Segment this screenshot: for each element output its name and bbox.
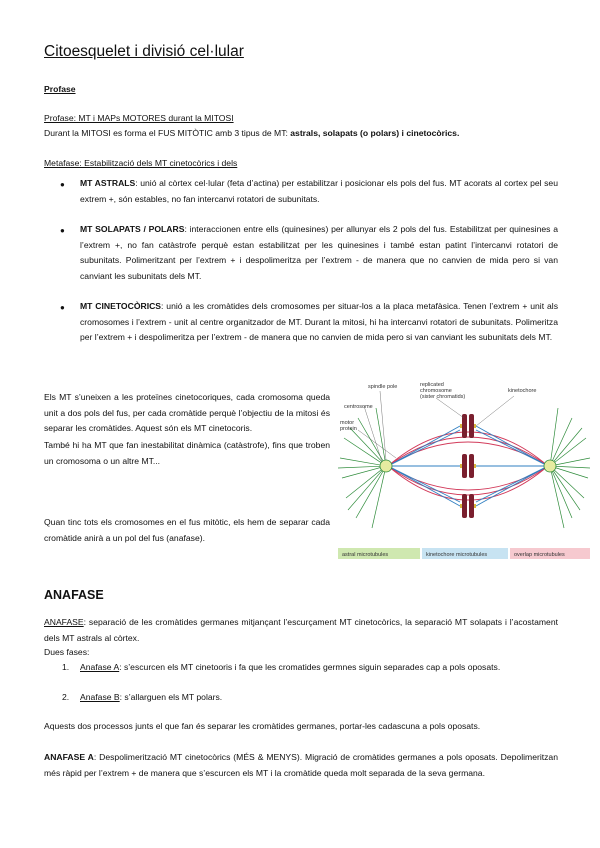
fase-anafase-a [80,660,558,676]
fase-text: : s’allarguen els MT polars. [119,692,223,702]
profase-line-text: Durant la MITOSI es forma el FUS MITÒTIC amb 3 tipus de MT: [44,128,288,138]
bullet-dot: ● [60,226,65,235]
profase-subheading: Profase: MT i MAPs MOTORES durant la MITOSI [44,113,234,123]
anafase-definition [44,615,558,646]
paragraph-inestabilitat: També hi ha MT que fan inestabilitat dinàmica (catàstrofe), fins que troben un cromosoma o un altre MT... [44,440,330,466]
paragraph-processos: Aquests dos processos junts el que fan és separar les cromàtides germanes, portar-les cadascuna a pols oposats. [44,721,481,731]
metafase-heading: Metafase: Estabilització dels MT cinetocòrics i dels [44,158,238,168]
page-title: Citoesquelet i divisió cel·lular [44,43,244,60]
spindle-pole-right [544,460,556,472]
label-motor: motor [340,420,355,426]
label-replicated: replicated [420,382,444,388]
label-kinetochore: kinetochore [508,388,537,394]
dues-fases-label: Dues fases: [44,647,90,657]
label-sister-chromatids: (sister chromatids) [420,394,466,400]
bullet-astrals [80,176,558,207]
bullet-text: : interaccionen entre ells (quinesines) per allunyar els 2 pols del fus. Estabilitzat per quinesines a l’extrem +, no fan catàstrofe perquè estan estabilitzat per les quinesines i també estan patint l’intercanvi rotatori de subunitats. Polimeritzant per l’extrem + i despolimeritza per l’extrem - de manera que no canvien de mida pero si van canviant les subunitats dels MT. [80,224,558,281]
bullet-term: MT SOLAPATS / POLARS [80,224,185,234]
mitotic-spindle-figure [336,378,592,564]
fase-text: : s’escurcen els MT cinetooris i fa que les cromatides germnes siguin separades cap a pols oposats. [119,662,501,672]
bullet-text: : unió a les cromàtides dels cromosomes per situar-los a la placa metafàsica. Tenen l’extrem + unit als cromosomes i l’extrem - unit al centre organitzador de MT. Durant la mitosi, hi ha intercanvi rotatori de subunitats. Polimeritza per l’extrem + i despolimeritza per l’extrem - de manera que no canvien de mida pero si van canviant les subunitats dels MT. [80,301,558,343]
profase-line-bold: astrals, solapats (o polars) i cinetocòrics. [290,128,460,138]
legend-overlap: overlap microtubules [514,552,565,558]
bullet-text: : unió al còrtex cel·lular (feta d’actina) per estabilitzar i posicionar els pols del fus. MT acorats al cortex pel seu extrem +, són estables, no fan intercanvi rotatori de subunitats. [80,178,558,204]
anafase-heading: ANAFASE [44,588,104,602]
fase-anafase-b [80,690,222,706]
anafase-definition-label: ANAFASE [44,617,84,627]
bullet-dot: ● [60,180,65,189]
anafase-definition-text: : separació de les cromàtides germanes mitjançant l’escurçament MT cinetocòrics, la separació MT solapats i l’acostament dels MT astrals al còrtex. [44,617,558,643]
paragraph-fus-mitotic: Quan tinc tots els cromosomes en el fus mitòtic, els hem de separar cada cromàtide anirà a un pol del fus (anafase). [44,517,330,543]
paragraph-anafase-a [44,750,558,781]
fase-number: 2. [62,692,70,702]
bullet-term: MT ASTRALS [80,178,136,188]
bullet-term: MT CINETOCÒRICS [80,301,162,311]
fase-label: Anafase A [80,662,120,672]
label-spindle-pole: spindle pole [368,384,398,390]
bullet-dot: ● [60,303,65,312]
bullet-cinetocorics [80,299,558,346]
fase-number: 1. [62,662,70,672]
fase-label: Anafase B [80,692,120,702]
paragraph-mt-unio: Els MT s’uneixen a les proteïnes cinetocoriques, cada cromosoma queda unit a dos pols del fus, per cada cromàtide perquè l’objectiu de la mitosi és separar les cromàtides. Aquest són els MT cinetocoris. [44,392,330,434]
label-protein: protein [340,426,357,432]
anafase-a-text: : Despolimerització MT cinetocòrics (MÉS & MENYS). Migració de cromàtides germanes a pols oposats. Depolimeritzan més ràpid per l’extrem + de manera que s’escurcen els MT i la cromàtide queda molt separada de la seva germana. [44,752,558,778]
anafase-a-label: ANAFASE A [44,752,94,762]
legend-astral: astral microtubules [342,552,389,558]
label-chromosome: chromosome [420,388,452,394]
profase-heading: Profase [44,84,76,94]
legend-kinetochore: kinetochore microtubules [426,552,488,558]
profase-line [44,126,459,142]
label-centrosome: centrosome [344,404,373,410]
bullet-solapats [80,222,558,284]
